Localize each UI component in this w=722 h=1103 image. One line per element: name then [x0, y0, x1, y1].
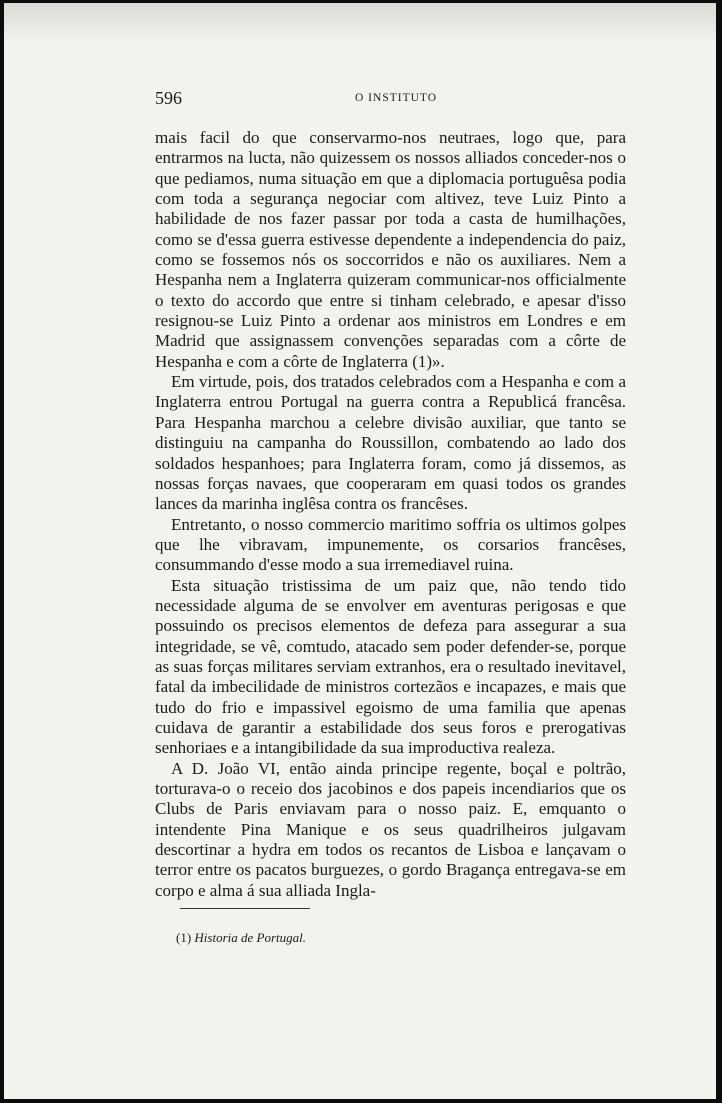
- paragraph: Esta situação tristissima de um paiz que, não tendo tido necessidade alguma de se envolver em aventuras perigosas e que possuindo os precisos elementos de defeza para assegurar a sua integridade, se vê, comtudo, atacado sem poder defender-se, porque as suas forças militares serviam extranhos, era o resultado inevitavel, fatal da imbecilidade de ministros cortezãos e incapazes, e mais que tudo do frio e impassivel egoismo de uma familia que apenas cuidava de garantir a estabilidade dos seus foros e prerogativas senhoriaes e a intangibilidade da sua improductiva realeza.: [155, 575, 626, 758]
- page-header: [155, 88, 625, 112]
- scan-shadow: [4, 3, 716, 43]
- body-text: [155, 128, 626, 901]
- paragraph: mais facil do que conservarmo-nos neutraes, logo que, para entrarmos na lucta, não quizessem os nossos alliados conceder-nos o que pediamos, numa situação em que a diplomacia portuguêsa podia com toda a segurança negociar com altivez, teve Luiz Pinto a habilidade de nos fazer passar por toda a casta de humilhações, como se d'essa guerra estivesse dependente a independencia do paiz, como se fossemos nós os soccorridos e não os auxiliares. Nem a Hespanha nem a Inglaterra quizeram communicar-nos officialmente o texto do accordo que entre si tinham celebrado, e apesar d'isso resignou-se Luiz Pinto a ordenar aos ministros em Londres e em Madrid que assignassem convenções separadas com a côrte de Hespanha e com a côrte de Inglaterra (1)».: [155, 128, 626, 371]
- footnote-divider: [180, 908, 310, 909]
- footnote-marker: (1): [176, 930, 192, 945]
- footnote-title: Historia de Portugal.: [194, 930, 307, 945]
- footnote: [176, 930, 306, 946]
- page-number: 596: [155, 88, 182, 108]
- running-title: O INSTITUTO: [355, 92, 438, 104]
- paragraph: Entretanto, o nosso commercio maritimo soffria os ultimos golpes que lhe vibravam, impunemente, os corsarios francêses, consummando d'esse modo a sua irremediavel ruina.: [155, 514, 626, 575]
- paragraph: A D. João VI, então ainda principe regente, boçal e poltrão, torturava-o o receio dos jacobinos e dos papeis incendiarios que os Clubs de Paris enviavam para o nosso paiz. E, emquanto o intendente Pina Manique e os seus quadrilheiros julgavam descortinar a hydra em todos os recantos de Lisboa e lançavam o terror entre os pacatos burguezes, o gordo Bragança entregava-se em corpo e alma á sua alliada Ingla-: [155, 758, 626, 900]
- paragraph: Em virtude, pois, dos tratados celebrados com a Hespanha e com a Inglaterra entrou Portugal na guerra contra a Republicá francêsa. Para Hespanha marchou a celebre divisão auxiliar, que tanto se distinguiu na campanha do Roussillon, combatendo ao lado dos soldados hespanhoes; para Inglaterra foram, como já dissemos, as nossas forças navaes, que cooperaram em quasi todos os grandes lances da marinha inglêsa contra os francêses.: [155, 372, 626, 514]
